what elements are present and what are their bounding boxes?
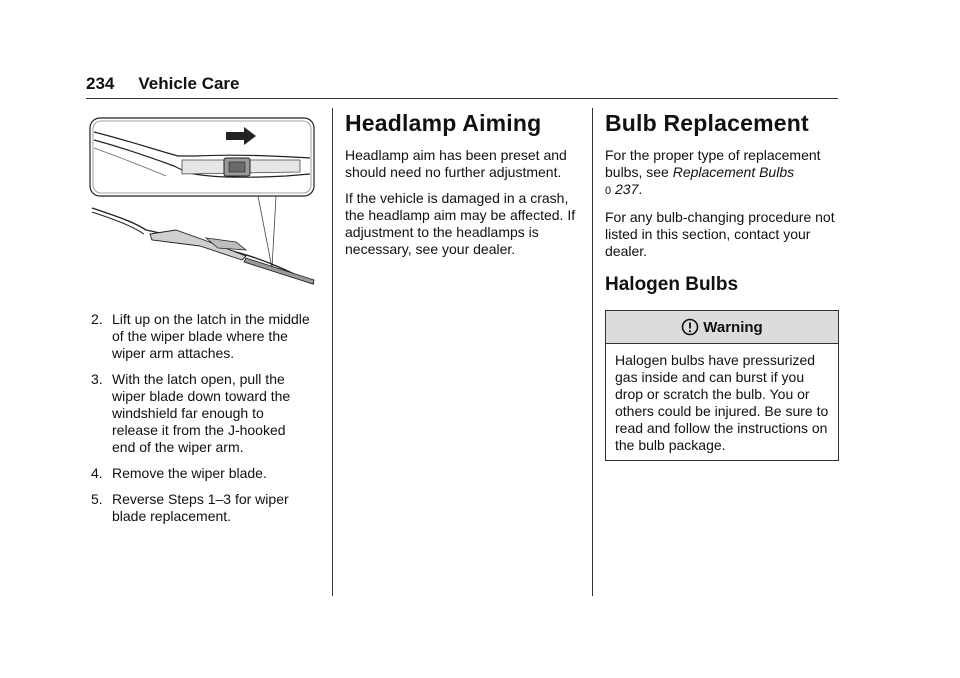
step-number: 2. — [91, 311, 103, 327]
warning-box — [605, 310, 839, 461]
step-number: 3. — [91, 371, 103, 387]
page-header — [86, 74, 240, 94]
list-item — [91, 371, 318, 456]
page-reference-number[interactable]: 237 — [615, 181, 639, 197]
step-text: With the latch open, pull the wiper blade down toward the windshield far enough to release it from the J-hooked end of the wiper arm. — [112, 371, 291, 455]
section-title: Vehicle Care — [138, 74, 240, 93]
page-reference-icon: 0 — [605, 185, 612, 197]
wiper-blade-illustration — [86, 112, 318, 292]
bulb-paragraph-1-text: For the proper type of replacement bulbs, see — [605, 147, 821, 180]
right-column — [605, 108, 839, 461]
warning-triangle-icon — [681, 318, 699, 336]
page-number: 234 — [86, 74, 115, 93]
bulb-paragraph-2: For any bulb-changing procedure not listed in this section, contact your dealer. — [605, 209, 835, 259]
halogen-bulbs-heading: Halogen Bulbs — [605, 274, 739, 295]
wiper-steps-list — [86, 311, 318, 525]
warning-header — [606, 311, 838, 344]
step-text: Reverse Steps 1–3 for wiper blade replacement. — [112, 491, 289, 524]
step-text: Lift up on the latch in the middle of the wiper blade where the wiper arm attaches. — [112, 311, 310, 361]
column-divider-2 — [592, 108, 593, 596]
list-item — [91, 465, 318, 482]
list-item — [91, 311, 318, 362]
step-text: Remove the wiper blade. — [112, 465, 267, 481]
bulb-replacement-heading: Bulb Replacement — [605, 110, 809, 136]
column-divider-1 — [332, 108, 333, 596]
bulb-paragraph-1 — [605, 147, 839, 200]
list-item — [91, 491, 318, 525]
warning-title: Warning — [703, 318, 763, 336]
replacement-bulbs-link[interactable]: Replacement Bulbs — [672, 164, 795, 180]
headlamp-paragraph-1: Headlamp aim has been preset and should need no further adjustment. — [345, 147, 567, 180]
header-divider — [86, 98, 838, 99]
headlamp-aiming-heading: Headlamp Aiming — [345, 110, 542, 136]
warning-text: Halogen bulbs have pressurized gas inside and can burst if you drop or scratch the bulb. You or others could be injured. Be sure to read and follow the instructions on the bulb package. — [615, 352, 829, 453]
headlamp-paragraph-2: If the vehicle is damaged in a crash, the headlamp aim may be affected. If adjustment to the headlamps is necessary, see your dealer. — [345, 190, 576, 257]
middle-column — [345, 108, 581, 267]
step-number: 4. — [91, 465, 103, 481]
step-number: 5. — [91, 491, 103, 507]
left-column — [86, 112, 318, 534]
sentence-end: . — [638, 181, 643, 197]
